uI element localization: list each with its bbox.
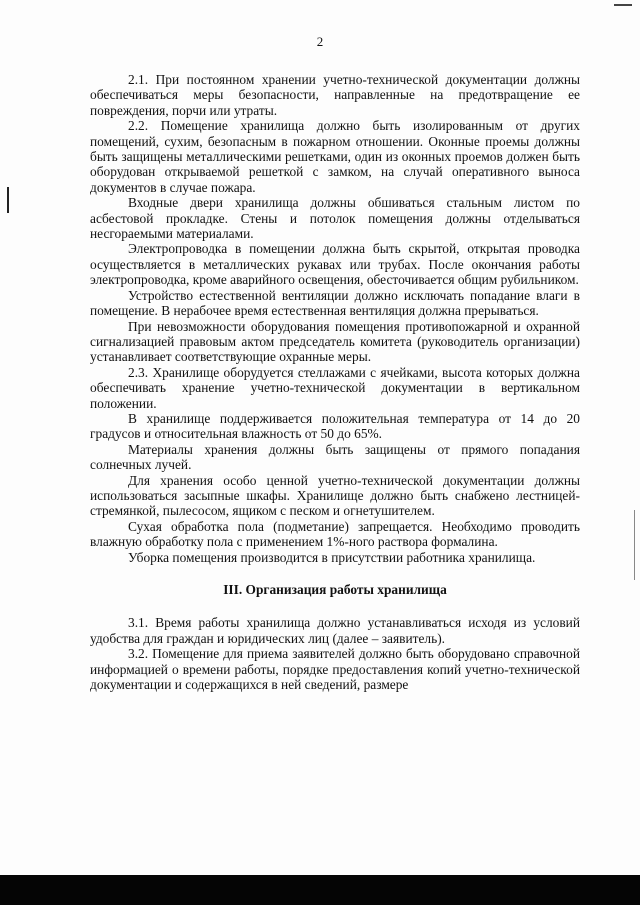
paragraph-wiring: Электропроводка в помещении должна быть скрытой, открытая проводка осуществляется в металлических рукавах или трубах. После окончания работы электропроводка, кроме аварийного освещения, обесточивается общим рубильником. bbox=[90, 241, 580, 288]
scan-artifact-corner bbox=[614, 4, 632, 6]
paragraph-sunlight: Материалы хранения должны быть защищены от прямого попадания солнечных лучей. bbox=[90, 441, 580, 473]
paragraph-security-alarm: При невозможности оборудования помещения противопожарной и охранной сигнализацией правовым актом председатель комитета (руководитель организации) устанавливает соответствующие охранные меры. bbox=[90, 318, 580, 365]
paragraph-3-2: 3.2. Помещение для приема заявителей должно быть оборудовано справочной информацией о времени работы, порядке предоставления копий учетно-технической документации и содержащихся в ней сведений, размере bbox=[90, 646, 580, 693]
paragraph-cabinets: Для хранения особо ценной учетно-технической документации должны использоваться засыпные шкафы. Хранилище должно быть снабжено лестницей-стремянкой, пылесосом, ящиком с песком и огнетушителем. bbox=[90, 472, 580, 519]
paragraph-2-2: 2.2. Помещение хранилища должно быть изолированным от других помещений, сухим, безопасным в пожарном отношении. Оконные проемы должны быть защищены металлическими решетками, один из оконных проемов должен быть оборудован открываемой решеткой с замком, на случай оперативного выноса документов в случае пожара. bbox=[90, 118, 580, 195]
paragraph-cleaning-presence: Уборка помещения производится в присутствии работника хранилища. bbox=[128, 549, 536, 565]
paragraph-3-1: 3.1. Время работы хранилища должно устанавливаться исходя из условий удобства для граждан и юридических лиц (далее – заявитель). bbox=[90, 615, 580, 646]
paragraph-ventilation: Устройство естественной вентиляции должно исключать попадание влаги в помещение. В нерабочее время естественная вентиляция должна прерываться. bbox=[90, 287, 580, 319]
paragraph-2-3: 2.3. Хранилище оборудуется стеллажами с ячейками, высота которых должна обеспечивать хранение учетно-технической документации в вертикальном положении. bbox=[90, 364, 580, 411]
paragraph-floor-cleaning: Сухая обработка пола (подметание) запрещается. Необходимо проводить влажную обработку пола с применением 1%-ного раствора формалина. bbox=[90, 518, 580, 550]
scan-artifact-right bbox=[634, 510, 635, 580]
paragraph-entrance-doors: Входные двери хранилища должны обшиваться стальным листом по асбестовой прокладке. Стены и потолок помещения должны отделываться несгораемыми материалами. bbox=[90, 195, 580, 242]
paragraph-temperature: В хранилище поддерживается положительная температура от 14 до 20 градусов и относительная влажность от 50 до 65%. bbox=[90, 410, 580, 442]
section-3-heading: III. Организация работы хранилища bbox=[223, 582, 447, 597]
scan-artifact-left bbox=[7, 187, 9, 213]
paragraph-2-1: 2.1. При постоянном хранении учетно-технической документации должны обеспечиваться меры безопасности, направленные на предотвращение ее повреждения, порчи или утраты. bbox=[90, 72, 580, 118]
page-number: 2 bbox=[316, 34, 324, 49]
scan-artifact-bottom-bar bbox=[0, 875, 640, 905]
document-body bbox=[90, 72, 580, 692]
